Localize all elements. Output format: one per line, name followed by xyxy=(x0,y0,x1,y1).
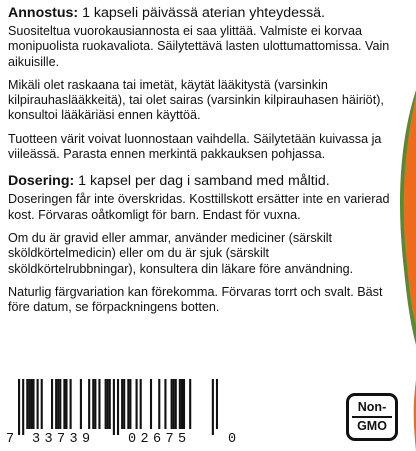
barcode-bar xyxy=(175,379,177,429)
barcode-bar xyxy=(26,379,28,429)
finnish-dosage-label: Annostus: xyxy=(8,5,79,21)
barcode-bar xyxy=(22,379,24,435)
barcode-bar xyxy=(105,379,107,429)
barcode-bar xyxy=(63,379,65,429)
barcode-bar xyxy=(94,379,96,429)
swedish-storage-paragraph: Naturlig färgvariation kan förekomma. Förvaras torrt och svalt. Bäst före datum, se förpackningens botten. xyxy=(8,284,383,315)
swedish-warning-paragraph: Doseringen får inte överskridas. Kosttillskott ersätter inte en varierad kost. Förvaras oåtkomligt för barn. Endast för vuxna. xyxy=(8,192,390,222)
label-text-column xyxy=(8,4,400,323)
finnish-dosage-heading xyxy=(8,4,400,22)
swedish-dosage-heading xyxy=(8,172,400,190)
ean-barcode xyxy=(4,379,244,449)
barcode-bar xyxy=(41,379,43,429)
barcode-bar xyxy=(30,379,32,429)
finnish-warning-paragraph: Suositeltua vuorokausiannosta ei saa ylittää. Valmiste ei korvaa monipuolista ruokavaliota. Säilytettävä lasten ulottumattomissa. Vain aikuisille. xyxy=(8,24,390,69)
barcode-bar xyxy=(57,379,59,429)
barcode-bar xyxy=(150,379,152,429)
green-swoosh-edge xyxy=(400,90,416,345)
barcode-bar xyxy=(88,379,90,429)
barcode-bar xyxy=(179,379,181,429)
barcode-bar xyxy=(158,379,160,429)
finnish-storage-paragraph: Tuotteen värit voivat luonnostaan vaihdella. Säilytetään kuivassa ja viileässä. Parasta ennen merkintä pakkauksen pohjassa. xyxy=(8,131,382,162)
swedish-dosage-label: Dosering: xyxy=(8,173,75,190)
barcode-first-digit: 7 xyxy=(6,432,15,447)
barcode-number xyxy=(4,432,244,448)
barcode-bar xyxy=(216,379,218,429)
barcode-bar xyxy=(123,379,125,429)
barcode-bar xyxy=(129,379,131,429)
non-gmo-badge xyxy=(346,393,398,441)
barcode-bar xyxy=(183,379,185,429)
barcode-bar xyxy=(28,379,30,429)
barcode-bar xyxy=(136,379,138,429)
barcode-bar xyxy=(55,379,57,429)
barcode-bar xyxy=(171,379,173,429)
barcode-bar xyxy=(173,379,175,429)
barcode-right-group: 02675 xyxy=(128,432,191,447)
barcode-bars xyxy=(18,379,218,435)
barcode-bar xyxy=(212,379,214,435)
barcode-bar xyxy=(127,379,129,429)
barcode-check-digit: 0 xyxy=(228,432,237,447)
badge-line-2: GMO xyxy=(357,419,387,433)
barcode-bar xyxy=(107,379,109,429)
barcode-bar xyxy=(117,379,119,435)
barcode-bar xyxy=(92,379,94,429)
barcode-bar xyxy=(80,379,82,429)
barcode-bar xyxy=(189,379,191,429)
barcode-bar xyxy=(32,379,34,429)
swedish-dosage-text: 1 kapsel per dag i samband med måltid. xyxy=(74,173,330,190)
barcode-bar xyxy=(109,379,111,429)
barcode-bar xyxy=(140,379,142,429)
badge-divider xyxy=(352,416,392,418)
barcode-bar xyxy=(65,379,67,429)
barcode-bar xyxy=(59,379,61,429)
barcode-bar xyxy=(181,379,183,429)
barcode-bar xyxy=(98,379,100,429)
badge-line-1: Non- xyxy=(357,400,387,414)
barcode-bar xyxy=(70,379,72,429)
barcode-bar xyxy=(18,379,20,435)
orange-swoosh-band xyxy=(404,95,416,325)
swedish-medical-paragraph: Om du är gravid eller ammar, använder mediciner (särskilt sköldkörtelmedicin) eller om du är sjuk (särskilt sköldkörtelrubbningar), konsultera din läkare före användning. xyxy=(8,230,354,276)
finnish-dosage-text: 1 kapseli päivässä aterian yhteydessä. xyxy=(78,5,326,21)
barcode-bar xyxy=(164,379,166,429)
barcode-left-group: 33739 xyxy=(32,432,95,447)
barcode-bar xyxy=(113,379,115,435)
barcode-bar xyxy=(37,379,39,429)
barcode-bar xyxy=(51,379,53,429)
barcode-bar xyxy=(121,379,123,429)
finnish-medical-paragraph: Mikäli olet raskaana tai imetät, käytät lääkitystä (varsinkin kilpirauhaslääkkeitä), tai olet sairas (varsinkin kilpirauhasen häiriöt), konsultoi lääkäriäsi ennen käyttöä. xyxy=(8,77,384,123)
